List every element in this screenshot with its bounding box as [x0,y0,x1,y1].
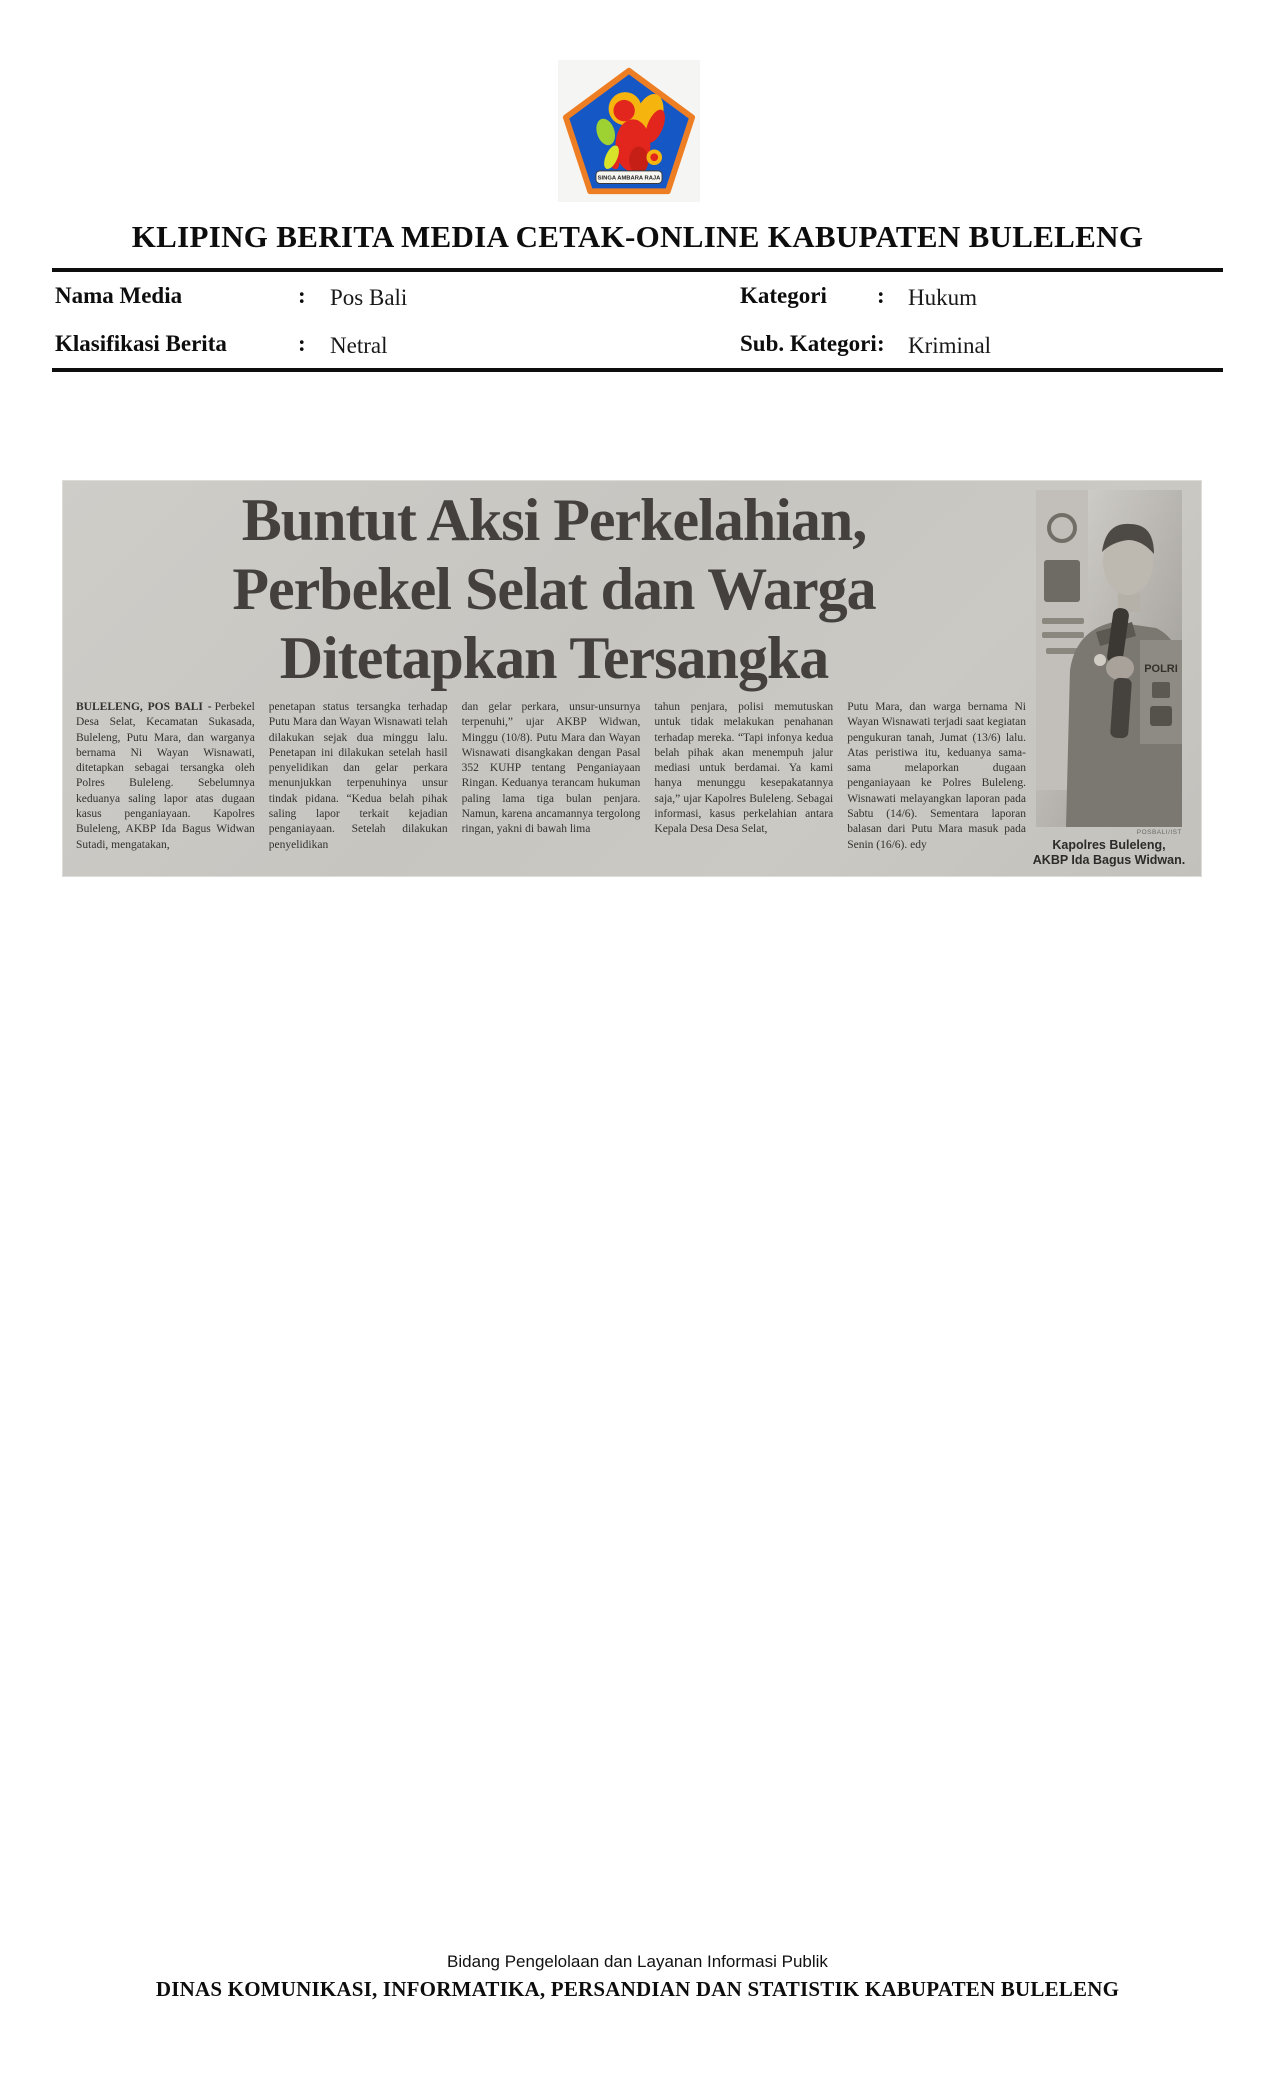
colon-nama-media: : [298,283,306,308]
label-nama-media: Nama Media [55,283,183,308]
headline-line-3: Ditetapkan Tersangka [279,625,829,691]
photo-caption [1020,838,1198,868]
colon-kategori: : [877,283,885,308]
newspaper-clipping [62,480,1202,877]
label-klasifikasi-berita: Klasifikasi Berita [55,331,227,356]
value-klasifikasi-berita: Netral [330,333,388,358]
crest-banner-text: SINGA AMBARA RAJA [597,175,661,182]
article-column-5: Putu Mara, dan warga bernama Ni Wayan Wisnawati terjadi saat kegiatan pengukuran tanah, Jumat (13/6) lalu. Atas peristiwa itu, keduanya sama-sama melaporkan dugaan penganiayaan ke Polres Buleleng. Wisnawati melayangkan laporan pada Sabtu (14/6). Sementara laporan balasan dari Putu Mara masuk pada Senin (16/6). edy [847,701,1026,851]
photo-credit: POSBALI/IST [1136,829,1182,836]
article-column-4: tahun penjara, polisi memutuskan untuk tidak melakukan penahanan terhadap mereka. “Tapi infonya kedua belah pihak akan menempuh jalur mediasi untuk berdamai. Ya kami hanya menunggu kesepakatannya saja,” ujar Kapolres Buleleng. Sebagai informasi, kasus perkelahian antara Kepala Desa Desa Selat, [654,701,834,836]
article-column-1-text: Perbekel Desa Selat, Kecamatan Sukasada, Buleleng, Putu Mara, dan warganya bernama Ni Wayan Wisnawati, ditetapkan sebagai tersangka oleh Polres Buleleng. Sebelumnya keduanya saling lapor atas dugaan kasus penganiayaan. Kapolres Buleleng, AKBP Ida Bagus Widwan Sutadi, mengatakan, [76,701,255,851]
headline-line-1: Buntut Aksi Perkelahian, [241,487,867,553]
clipping-photo [1036,490,1182,827]
article-column-2: penetapan status tersangka terhadap Putu Mara dan Wayan Wisnawati telah dilakukan sejak dua minggu lalu. Penetapan ini dilakukan setelah hasil penyelidikan dan gelar perkara menunjukkan terpenuhinya unsur tindak pidana. “Kedua belah pihak saling lapor terkait kejadian penganiayaan. Setelah dilakukan penyelidikan [268,701,448,851]
label-sub-kategori: Sub. Kategori [740,331,877,356]
photo-caption-line-2: AKBP Ida Bagus Widwan. [1032,853,1186,867]
divider-top [52,268,1223,272]
colon-sub-kategori: : [877,331,885,356]
document-title: KLIPING BERITA MEDIA CETAK-ONLINE KABUPATEN BULELENG [131,219,1144,254]
clipping-headline [70,486,1038,693]
value-kategori: Hukum [908,285,977,310]
buleleng-crest-logo [558,60,700,202]
article-lead: BULELENG, POS BALI - [76,701,212,713]
divider-meta-bottom [52,368,1223,372]
headline-line-2: Perbekel Selat dan Warga [232,556,876,622]
colon-klasifikasi-berita: : [298,331,306,356]
uniform-polri-text: POLRI [1144,663,1178,675]
police-officer-photo [1036,490,1182,827]
photo-caption-line-1: Kapolres Buleleng, [1052,838,1166,852]
article-column-1 [76,700,255,860]
label-kategori: Kategori [740,283,827,308]
footer-unit-name: Bidang Pengelolaan dan Layanan Informasi Publik [447,1952,828,1971]
article-column-3: dan gelar perkara, unsur-unsurnya terpenuhi,” ujar AKBP Widwan, Minggu (10/8). Putu Mara dan Wayan Wisnawati disangkakan dengan Pasal 352 KUHP tentang Penganiayaan Ringan. Keduanya terancam hukuman paling lama tiga bulan penjara. Namun, karena ancamannya tergolong ringan, yakni di bawah lima [461,701,641,836]
value-nama-media: Pos Bali [330,285,408,310]
article-body [76,700,1026,860]
footer-agency-name: DINAS KOMUNIKASI, INFORMATIKA, PERSANDIAN DAN STATISTIK KABUPATEN BULELENG [155,1977,1120,2001]
value-sub-kategori: Kriminal [908,333,992,358]
crest-icon [561,67,697,195]
